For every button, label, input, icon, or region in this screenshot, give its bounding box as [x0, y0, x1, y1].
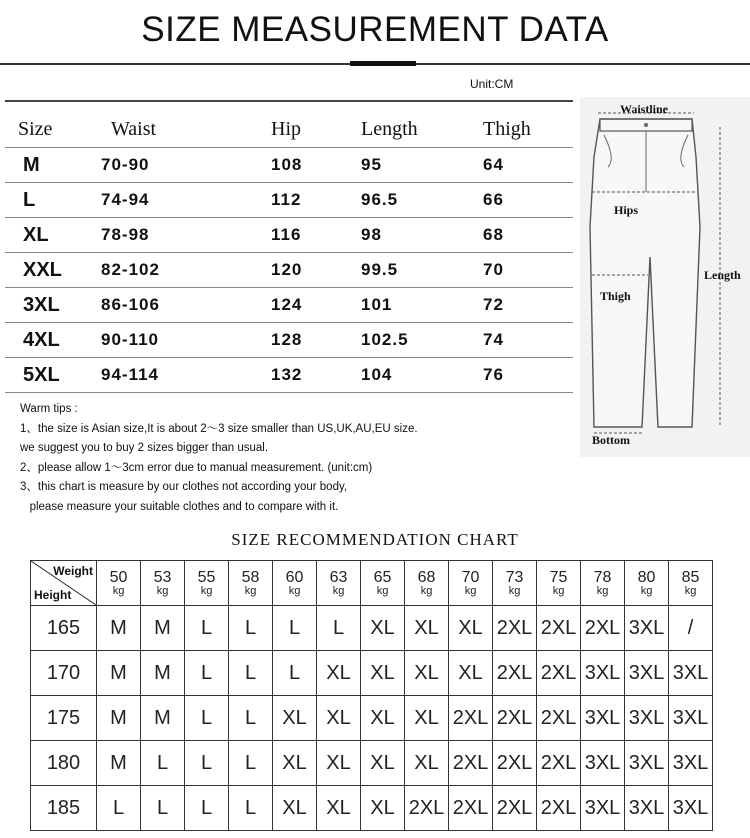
recommended-size: M — [97, 741, 141, 786]
weight-header — [317, 561, 361, 606]
col-thigh: Thigh — [483, 117, 531, 140]
hips-label: Hips — [614, 203, 639, 217]
cell-length: 96.5 — [361, 183, 483, 218]
cell-thigh: 72 — [483, 288, 573, 323]
cell-thigh: 66 — [483, 183, 573, 218]
cell-thigh: 70 — [483, 253, 573, 288]
recommended-size: M — [141, 606, 185, 651]
recommended-size: 3XL — [625, 741, 669, 786]
height-value: 175 — [31, 696, 97, 741]
recommended-size: 2XL — [493, 651, 537, 696]
weight-header — [405, 561, 449, 606]
recommended-size: / — [669, 606, 713, 651]
cell-size: M — [5, 148, 101, 183]
recommended-size: 3XL — [669, 696, 713, 741]
recommended-size: 3XL — [625, 786, 669, 831]
recommended-size: XL — [405, 696, 449, 741]
recommended-size: XL — [317, 696, 361, 741]
weight-unit: kg — [288, 584, 301, 597]
corner-cell — [31, 561, 97, 606]
weight-unit: kg — [508, 584, 521, 597]
cell-hip: 132 — [271, 358, 361, 393]
recommendation-row — [31, 651, 713, 696]
recommendation-row — [31, 606, 713, 651]
recommended-size: 2XL — [537, 786, 581, 831]
recommended-size: L — [185, 651, 229, 696]
cell-length: 102.5 — [361, 323, 483, 358]
col-length: Length — [361, 117, 418, 140]
weight-header — [449, 561, 493, 606]
cell-hip: 116 — [271, 218, 361, 253]
weight-unit: kg — [200, 584, 213, 597]
cell-waist: 70-90 — [101, 148, 271, 183]
corner-weight-label: Weight — [53, 564, 93, 578]
height-value: 185 — [31, 786, 97, 831]
weight-value: 80 — [637, 568, 656, 586]
recommended-size: 2XL — [493, 786, 537, 831]
cell-size: 3XL — [5, 288, 101, 323]
recommended-size: L — [141, 741, 185, 786]
bottom-label: Bottom — [592, 433, 630, 447]
recommendation-title: SIZE RECOMMENDATION CHART — [231, 530, 519, 549]
recommended-size: L — [185, 786, 229, 831]
cell-waist: 78-98 — [101, 218, 271, 253]
recommended-size: M — [141, 651, 185, 696]
recommended-size: 3XL — [581, 741, 625, 786]
cell-length: 95 — [361, 148, 483, 183]
cell-thigh: 76 — [483, 358, 573, 393]
weight-unit: kg — [464, 584, 477, 597]
weight-header — [625, 561, 669, 606]
tips-heading: Warm tips : — [20, 403, 78, 415]
col-waist: Waist — [111, 117, 157, 140]
tip-line: 1、the size is Asian size,It is about 2～3 size smaller than US,UK,AU,EU size. — [20, 422, 418, 435]
cell-waist: 94-114 — [101, 358, 271, 393]
recommended-size: L — [229, 786, 273, 831]
measurement-table — [5, 111, 573, 393]
recommended-size: XL — [361, 786, 405, 831]
recommended-size: L — [229, 696, 273, 741]
recommended-size: 3XL — [581, 786, 625, 831]
recommended-size: XL — [273, 786, 317, 831]
recommended-size: 3XL — [625, 651, 669, 696]
cell-hip: 124 — [271, 288, 361, 323]
cell-waist: 86-106 — [101, 288, 271, 323]
recommended-size: 2XL — [493, 696, 537, 741]
recommended-size: 2XL — [449, 696, 493, 741]
recommended-size: XL — [449, 606, 493, 651]
recommended-size: M — [97, 651, 141, 696]
recommended-size: XL — [361, 741, 405, 786]
recommended-size: M — [141, 696, 185, 741]
measurement-row — [5, 358, 573, 393]
weight-header — [493, 561, 537, 606]
recommended-size: M — [97, 606, 141, 651]
cell-hip: 120 — [271, 253, 361, 288]
recommended-size: XL — [405, 651, 449, 696]
cell-size: XL — [5, 218, 101, 253]
recommended-size: 2XL — [581, 606, 625, 651]
recommended-size: L — [229, 741, 273, 786]
cell-waist: 90-110 — [101, 323, 271, 358]
height-value: 180 — [31, 741, 97, 786]
recommendation-row — [31, 696, 713, 741]
weight-unit: kg — [420, 584, 433, 597]
weight-header — [141, 561, 185, 606]
recommended-size: L — [185, 606, 229, 651]
col-size: Size — [18, 117, 53, 140]
warm-tips — [20, 400, 418, 517]
tip-line: 3、this chart is measure by our clothes not according your body, — [20, 481, 348, 493]
recommendation-row — [31, 741, 713, 786]
recommendation-header-row — [31, 561, 713, 606]
measurement-row — [5, 148, 573, 183]
recommendation-row — [31, 786, 713, 831]
length-label: Length — [704, 268, 741, 282]
recommended-size: L — [273, 651, 317, 696]
recommendation-table — [30, 560, 713, 831]
unit-label: Unit:CM — [470, 77, 514, 91]
weight-value: 63 — [329, 568, 348, 586]
recommended-size: 3XL — [581, 651, 625, 696]
recommended-size: 2XL — [537, 741, 581, 786]
weight-value: 50 — [109, 568, 128, 586]
measurement-row — [5, 253, 573, 288]
weight-unit: kg — [596, 584, 609, 597]
recommended-size: 2XL — [537, 696, 581, 741]
recommended-size: XL — [361, 606, 405, 651]
cell-size: 5XL — [5, 358, 101, 393]
measurement-row — [5, 323, 573, 358]
weight-unit: kg — [244, 584, 257, 597]
cell-thigh: 64 — [483, 148, 573, 183]
measurement-row — [5, 183, 573, 218]
weight-value: 65 — [373, 568, 392, 586]
weight-unit: kg — [684, 584, 697, 597]
measurement-row — [5, 218, 573, 253]
height-value: 170 — [31, 651, 97, 696]
recommended-size: 3XL — [669, 651, 713, 696]
weight-header — [185, 561, 229, 606]
weight-value: 73 — [505, 568, 524, 586]
recommended-size: 3XL — [669, 741, 713, 786]
cell-size: XXL — [5, 253, 101, 288]
weight-unit: kg — [552, 584, 565, 597]
weight-unit: kg — [376, 584, 389, 597]
recommended-size: XL — [361, 696, 405, 741]
cell-hip: 128 — [271, 323, 361, 358]
recommended-size: 2XL — [493, 606, 537, 651]
cell-length: 98 — [361, 218, 483, 253]
recommended-size: L — [185, 741, 229, 786]
recommended-size: XL — [317, 786, 361, 831]
weight-header — [229, 561, 273, 606]
weight-header — [361, 561, 405, 606]
weight-header — [273, 561, 317, 606]
recommended-size: 3XL — [625, 696, 669, 741]
recommended-size: XL — [405, 741, 449, 786]
weight-unit: kg — [640, 584, 653, 597]
title-divider-accent — [350, 61, 416, 66]
cell-length: 101 — [361, 288, 483, 323]
weight-unit: kg — [112, 584, 125, 597]
weight-value: 60 — [285, 568, 304, 586]
recommended-size: L — [97, 786, 141, 831]
recommended-size: L — [317, 606, 361, 651]
recommended-size: 2XL — [493, 741, 537, 786]
recommended-size: 2XL — [449, 741, 493, 786]
recommended-size: 2XL — [449, 786, 493, 831]
cell-thigh: 74 — [483, 323, 573, 358]
recommended-size: L — [185, 696, 229, 741]
weight-value: 53 — [153, 568, 172, 586]
measurement-header-row — [5, 111, 573, 148]
cell-hip: 112 — [271, 183, 361, 218]
corner-height-label: Height — [34, 588, 72, 602]
weight-value: 58 — [241, 568, 260, 586]
weight-value: 75 — [549, 568, 568, 586]
weight-value: 78 — [593, 568, 612, 586]
recommended-size: XL — [317, 741, 361, 786]
cell-length: 99.5 — [361, 253, 483, 288]
recommended-size: L — [273, 606, 317, 651]
weight-value: 68 — [417, 568, 436, 586]
recommended-size: 3XL — [625, 606, 669, 651]
measurement-row — [5, 288, 573, 323]
recommended-size: XL — [405, 606, 449, 651]
weight-header — [97, 561, 141, 606]
recommended-size: XL — [273, 741, 317, 786]
weight-header — [537, 561, 581, 606]
recommended-size: 2XL — [537, 606, 581, 651]
recommended-size: 3XL — [581, 696, 625, 741]
cell-hip: 108 — [271, 148, 361, 183]
table-top-rule — [5, 100, 573, 102]
recommended-size: XL — [273, 696, 317, 741]
recommended-size: XL — [361, 651, 405, 696]
recommended-size: XL — [449, 651, 493, 696]
recommended-size: 2XL — [405, 786, 449, 831]
recommended-size: M — [97, 696, 141, 741]
recommended-size: 2XL — [537, 651, 581, 696]
weight-header — [581, 561, 625, 606]
cell-waist: 74-94 — [101, 183, 271, 218]
recommended-size: L — [141, 786, 185, 831]
cell-thigh: 68 — [483, 218, 573, 253]
recommended-size: XL — [317, 651, 361, 696]
recommended-size: L — [229, 606, 273, 651]
waistline-label: Waistline — [620, 102, 669, 116]
weight-value: 55 — [197, 568, 216, 586]
cell-length: 104 — [361, 358, 483, 393]
weight-value: 70 — [461, 568, 480, 586]
tip-line: we suggest you to buy 2 sizes bigger than usual. — [20, 442, 269, 454]
weight-header — [669, 561, 713, 606]
cell-size: L — [5, 183, 101, 218]
thigh-label: Thigh — [600, 289, 631, 303]
recommended-size: L — [229, 651, 273, 696]
weight-unit: kg — [156, 584, 169, 597]
tip-line: please measure your suitable clothes and to compare with it. — [20, 500, 339, 513]
cell-size: 4XL — [5, 323, 101, 358]
tip-line: 2、please allow 1～3cm error due to manual measurement. (unit:cm) — [20, 461, 373, 474]
recommended-size: 3XL — [669, 786, 713, 831]
page-title: SIZE MEASUREMENT DATA — [141, 10, 609, 49]
weight-unit: kg — [332, 584, 345, 597]
weight-value: 85 — [681, 568, 700, 586]
pants-diagram — [580, 97, 750, 457]
height-value: 165 — [31, 606, 97, 651]
cell-waist: 82-102 — [101, 253, 271, 288]
col-hip: Hip — [271, 117, 301, 140]
